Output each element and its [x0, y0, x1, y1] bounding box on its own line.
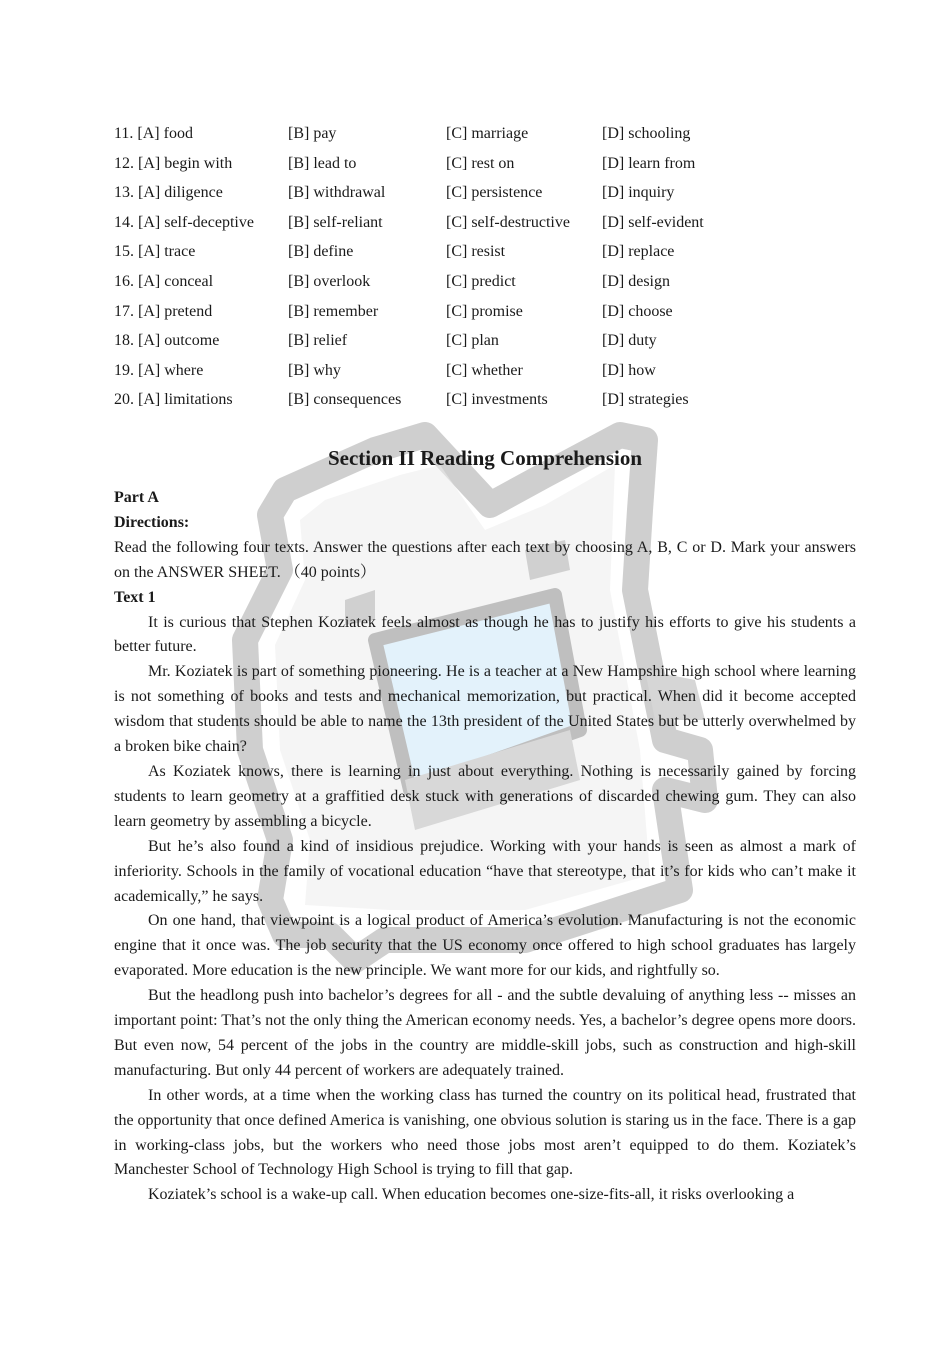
option-row — [114, 385, 704, 415]
option-d: [D] choose — [602, 302, 673, 320]
option-row — [114, 208, 704, 238]
option-d: [D] how — [602, 361, 656, 379]
option-d: [D] replace — [602, 243, 675, 261]
question-number: 19. — [114, 361, 134, 379]
option-a — [114, 208, 288, 238]
paragraph: On one hand, that viewpoint is a logical product of America’s evolution. Manufacturing is not the economic engine that it once was. The job security that the US economy once offered to high school graduates has largely evaporated. More education is the new principle. We want more for our kids, and rightfully so. — [114, 912, 856, 980]
option-a-text: [A] trace — [138, 243, 196, 261]
option-c: [C] rest on — [446, 154, 515, 172]
option-b: [B] lead to — [288, 154, 357, 172]
option-b: [B] overlook — [288, 272, 371, 290]
question-number: 17. — [114, 302, 134, 320]
option-a-text: [A] pretend — [138, 302, 213, 320]
option-b: [B] relief — [288, 332, 348, 350]
option-c: [C] investments — [446, 391, 548, 409]
option-a — [114, 178, 288, 208]
option-row — [114, 297, 704, 327]
option-a-text: [A] conceal — [138, 272, 214, 290]
question-number: 11. — [114, 125, 134, 142]
option-c: [C] promise — [446, 302, 523, 320]
paragraph: But the headlong push into bachelor’s degrees for all - and the subtle devaluing of anything less -- misses an important point: That’s not the only thing the American economy needs. Yes, a bachelor’s degree opens more doors. But even now, 54 percent of the jobs in the country are middle-skill jobs, such as construction and high-skill manufacturing. But only 44 percent of workers are adequately trained. — [114, 987, 856, 1079]
option-c: [C] whether — [446, 361, 523, 379]
option-a-text: [A] outcome — [138, 332, 220, 350]
option-a — [114, 149, 288, 179]
option-a-text: [A] where — [138, 361, 204, 379]
option-a-text: [A] food — [137, 125, 193, 142]
option-b: [B] define — [288, 243, 354, 261]
option-d: [D] strategies — [602, 391, 689, 409]
question-number: 16. — [114, 272, 134, 290]
option-row — [114, 267, 704, 297]
text-label: Text 1 — [114, 588, 156, 606]
option-a — [114, 356, 288, 386]
option-b: [B] why — [288, 361, 341, 379]
paragraph: In other words, at a time when the working class has turned the country on its political head, frustrated that the opportunity that once defined America is vanishing, one obvious solution is staring us in the face. There is a gap in working-class jobs, but the workers who need those jobs most aren’t equipped to do them. Koziatek’s Manchester School of Technology High School is trying to fill that gap. — [114, 1086, 856, 1179]
option-d: [D] inquiry — [602, 184, 675, 202]
paragraph: But he’s also found a kind of insidious prejudice. Working with your hands is seen as almost a mark of inferiority. Schools in the family of vocational education “have that stereotype, that it’s for kids who can’t make it academically,” he says. — [114, 837, 856, 905]
reading-body — [114, 486, 856, 1208]
answer-options-table — [114, 119, 704, 415]
option-a-text: [A] self-deceptive — [138, 213, 254, 231]
option-b: [B] remember — [288, 302, 379, 320]
option-a — [114, 119, 288, 149]
section-title: Section II Reading Comprehension — [327, 446, 643, 470]
question-number: 15. — [114, 243, 134, 261]
question-number: 18. — [114, 332, 134, 350]
option-a — [114, 326, 288, 356]
option-b: [B] withdrawal — [288, 184, 386, 202]
option-d: [D] self-evident — [602, 213, 704, 231]
paragraph: Mr. Koziatek is part of something pioneering. He is a teacher at a New Hampshire high school where learning is not something of books and tests and mechanical memorization, but practical. When did it become accepted wisdom that students should be able to name the 13th president of the United States but be utterly overwhelmed by a broken bike chain? — [114, 663, 856, 756]
option-c: [C] persistence — [446, 184, 543, 202]
question-number: 14. — [114, 213, 134, 231]
option-a-text: [A] limitations — [138, 391, 233, 409]
question-number: 13. — [114, 184, 134, 202]
option-d: [D] schooling — [602, 125, 691, 142]
option-d: [D] learn from — [602, 154, 696, 172]
option-row — [114, 119, 704, 149]
option-row — [114, 237, 704, 267]
option-row — [114, 149, 704, 179]
option-b: [B] self-reliant — [288, 213, 383, 231]
option-b: [B] pay — [288, 125, 337, 142]
paragraph: As Koziatek knows, there is learning in just about everything. Nothing is necessarily gained by forcing students to learn geometry at a graffitied desk stuck with generations of discarded chewing gum. They can also learn geometry by assembling a bicycle. — [114, 762, 856, 830]
option-a — [114, 267, 288, 297]
option-a-text: [A] begin with — [138, 154, 233, 172]
option-a-text: [A] diligence — [138, 184, 223, 202]
directions-text: Read the following four texts. Answer the questions after each text by choosing A, B, C or D. Mark your answers on the ANSWER SHEET. （40 points） — [114, 538, 856, 581]
option-row — [114, 326, 704, 356]
option-a — [114, 385, 288, 415]
option-d: [D] design — [602, 272, 670, 290]
option-c: [C] marriage — [446, 125, 529, 142]
option-b: [B] consequences — [288, 391, 402, 409]
option-a — [114, 237, 288, 267]
option-d: [D] duty — [602, 332, 657, 350]
question-number: 20. — [114, 391, 134, 409]
directions-label: Directions: — [114, 513, 190, 531]
option-c: [C] self-destructive — [446, 213, 570, 231]
paragraph: Koziatek’s school is a wake-up call. When education becomes one-size-fits-all, it risks overlooking a — [148, 1186, 795, 1204]
question-number: 12. — [114, 154, 134, 172]
option-c: [C] plan — [446, 332, 499, 350]
paragraph: It is curious that Stephen Koziatek feels almost as though he has to justify his efforts to give his students a better future. — [114, 613, 856, 656]
part-label: Part A — [114, 489, 159, 506]
option-c: [C] resist — [446, 243, 506, 261]
option-row — [114, 356, 704, 386]
option-c: [C] predict — [446, 272, 516, 290]
option-a — [114, 297, 288, 327]
option-row — [114, 178, 704, 208]
